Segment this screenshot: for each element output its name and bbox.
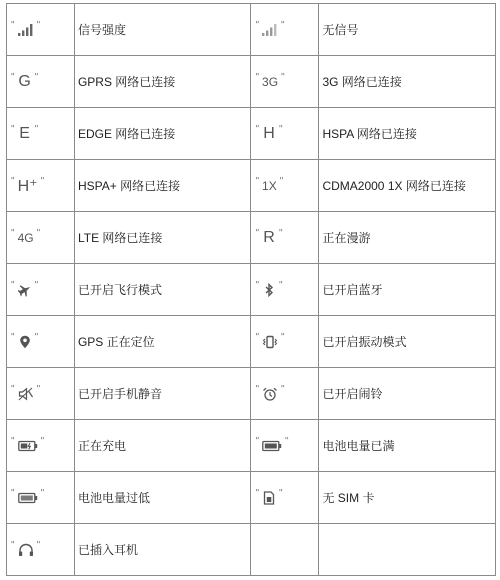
row-description: GPS 正在定位	[77, 335, 155, 349]
location-pin-icon	[18, 335, 32, 349]
signal-strength-icon	[18, 24, 34, 36]
table-row	[7, 420, 496, 472]
empty-cell	[251, 524, 319, 576]
table-row	[7, 368, 496, 420]
description-cell	[74, 264, 251, 316]
icon-cell: " R "	[251, 212, 319, 264]
row-description: 3G 网络已连接	[322, 75, 402, 89]
description-cell	[319, 56, 496, 108]
row-description: 正在充电	[77, 439, 126, 453]
description-cell	[319, 368, 496, 420]
table-row	[7, 524, 496, 576]
description-cell	[319, 4, 496, 56]
empty-cell	[319, 524, 496, 576]
row-description: 已开启振动模式	[322, 335, 407, 349]
description-cell	[319, 420, 496, 472]
icon-cell: " "	[251, 4, 319, 56]
row-description: 无 SIM 卡	[322, 491, 375, 505]
icon-cell: " "	[251, 264, 319, 316]
row-description: 已开启蓝牙	[322, 283, 383, 297]
icon-cell: " G "	[7, 56, 75, 108]
description-cell	[319, 160, 496, 212]
row-description: GPRS 网络已连接	[77, 75, 176, 89]
table-row	[7, 212, 496, 264]
row-description: HSPA 网络已连接	[322, 127, 417, 141]
icon-cell: " "	[251, 368, 319, 420]
description-cell	[319, 264, 496, 316]
table-row	[7, 472, 496, 524]
row-description: LTE 网络已连接	[77, 231, 163, 245]
battery-full-icon	[262, 440, 282, 452]
description-cell	[74, 472, 251, 524]
description-cell	[319, 212, 496, 264]
roaming-icon: R	[263, 228, 275, 246]
no-sim-icon	[262, 491, 276, 505]
icon-cell: " "	[251, 420, 319, 472]
row-description: 已开启闹铃	[322, 387, 383, 401]
hspa-icon: H	[263, 124, 275, 142]
mute-icon	[18, 387, 34, 401]
description-cell	[74, 316, 251, 368]
description-cell	[319, 108, 496, 160]
3g-icon: 3G	[262, 74, 279, 89]
no-signal-icon	[262, 24, 278, 36]
icon-cell: " "	[251, 316, 319, 368]
icon-cell: " E "	[7, 108, 75, 160]
hspa-plus-icon: H⁺	[17, 177, 38, 195]
table-row	[7, 56, 496, 108]
cdma-1x-icon: 1X	[262, 178, 277, 193]
airplane-icon	[18, 283, 32, 297]
row-description: 无信号	[322, 23, 359, 37]
status-icon-table	[6, 3, 496, 576]
table-row	[7, 108, 496, 160]
icon-cell: " 3G "	[251, 56, 319, 108]
description-cell	[74, 420, 251, 472]
icon-cell: " 1X "	[251, 160, 319, 212]
description-cell	[74, 368, 251, 420]
description-cell	[319, 472, 496, 524]
icon-cell: " 4G "	[7, 212, 75, 264]
icon-cell: " H⁺ "	[7, 160, 75, 212]
bluetooth-icon	[262, 283, 276, 297]
icon-cell: " "	[7, 524, 75, 576]
table-row	[7, 264, 496, 316]
description-cell	[74, 524, 251, 576]
table-row	[7, 160, 496, 212]
description-cell	[74, 108, 251, 160]
icon-cell: " "	[7, 4, 75, 56]
row-description: 已开启飞行模式	[77, 283, 162, 297]
row-description: 已插入耳机	[77, 543, 138, 557]
icon-cell: " "	[7, 316, 75, 368]
description-cell	[74, 56, 251, 108]
icon-cell: " H "	[251, 108, 319, 160]
row-description: 信号强度	[77, 23, 126, 37]
edge-icon: E	[19, 124, 30, 142]
row-description: 电池电量过低	[77, 491, 150, 505]
battery-charging-icon	[18, 440, 38, 452]
battery-low-icon	[18, 492, 38, 504]
row-description: 正在漫游	[322, 231, 371, 245]
alarm-clock-icon	[262, 387, 278, 401]
table-row	[7, 316, 496, 368]
description-cell	[74, 212, 251, 264]
row-description: HSPA+ 网络已连接	[77, 179, 181, 193]
icon-cell: " "	[251, 472, 319, 524]
row-description: 已开启手机静音	[77, 387, 162, 401]
row-description: CDMA2000 1X 网络已连接	[322, 179, 466, 193]
table-row	[7, 4, 496, 56]
row-description: 电池电量已满	[322, 439, 395, 453]
description-cell	[74, 4, 251, 56]
description-cell	[319, 316, 496, 368]
gprs-icon: G	[18, 72, 31, 90]
icon-cell: " "	[7, 472, 75, 524]
headphones-icon	[18, 543, 34, 557]
description-cell	[74, 160, 251, 212]
lte-4g-icon: 4G	[17, 230, 34, 245]
icon-cell: " "	[7, 264, 75, 316]
icon-cell: " "	[7, 368, 75, 420]
vibrate-icon	[262, 335, 278, 349]
icon-cell: " "	[7, 420, 75, 472]
row-description: EDGE 网络已连接	[77, 127, 176, 141]
